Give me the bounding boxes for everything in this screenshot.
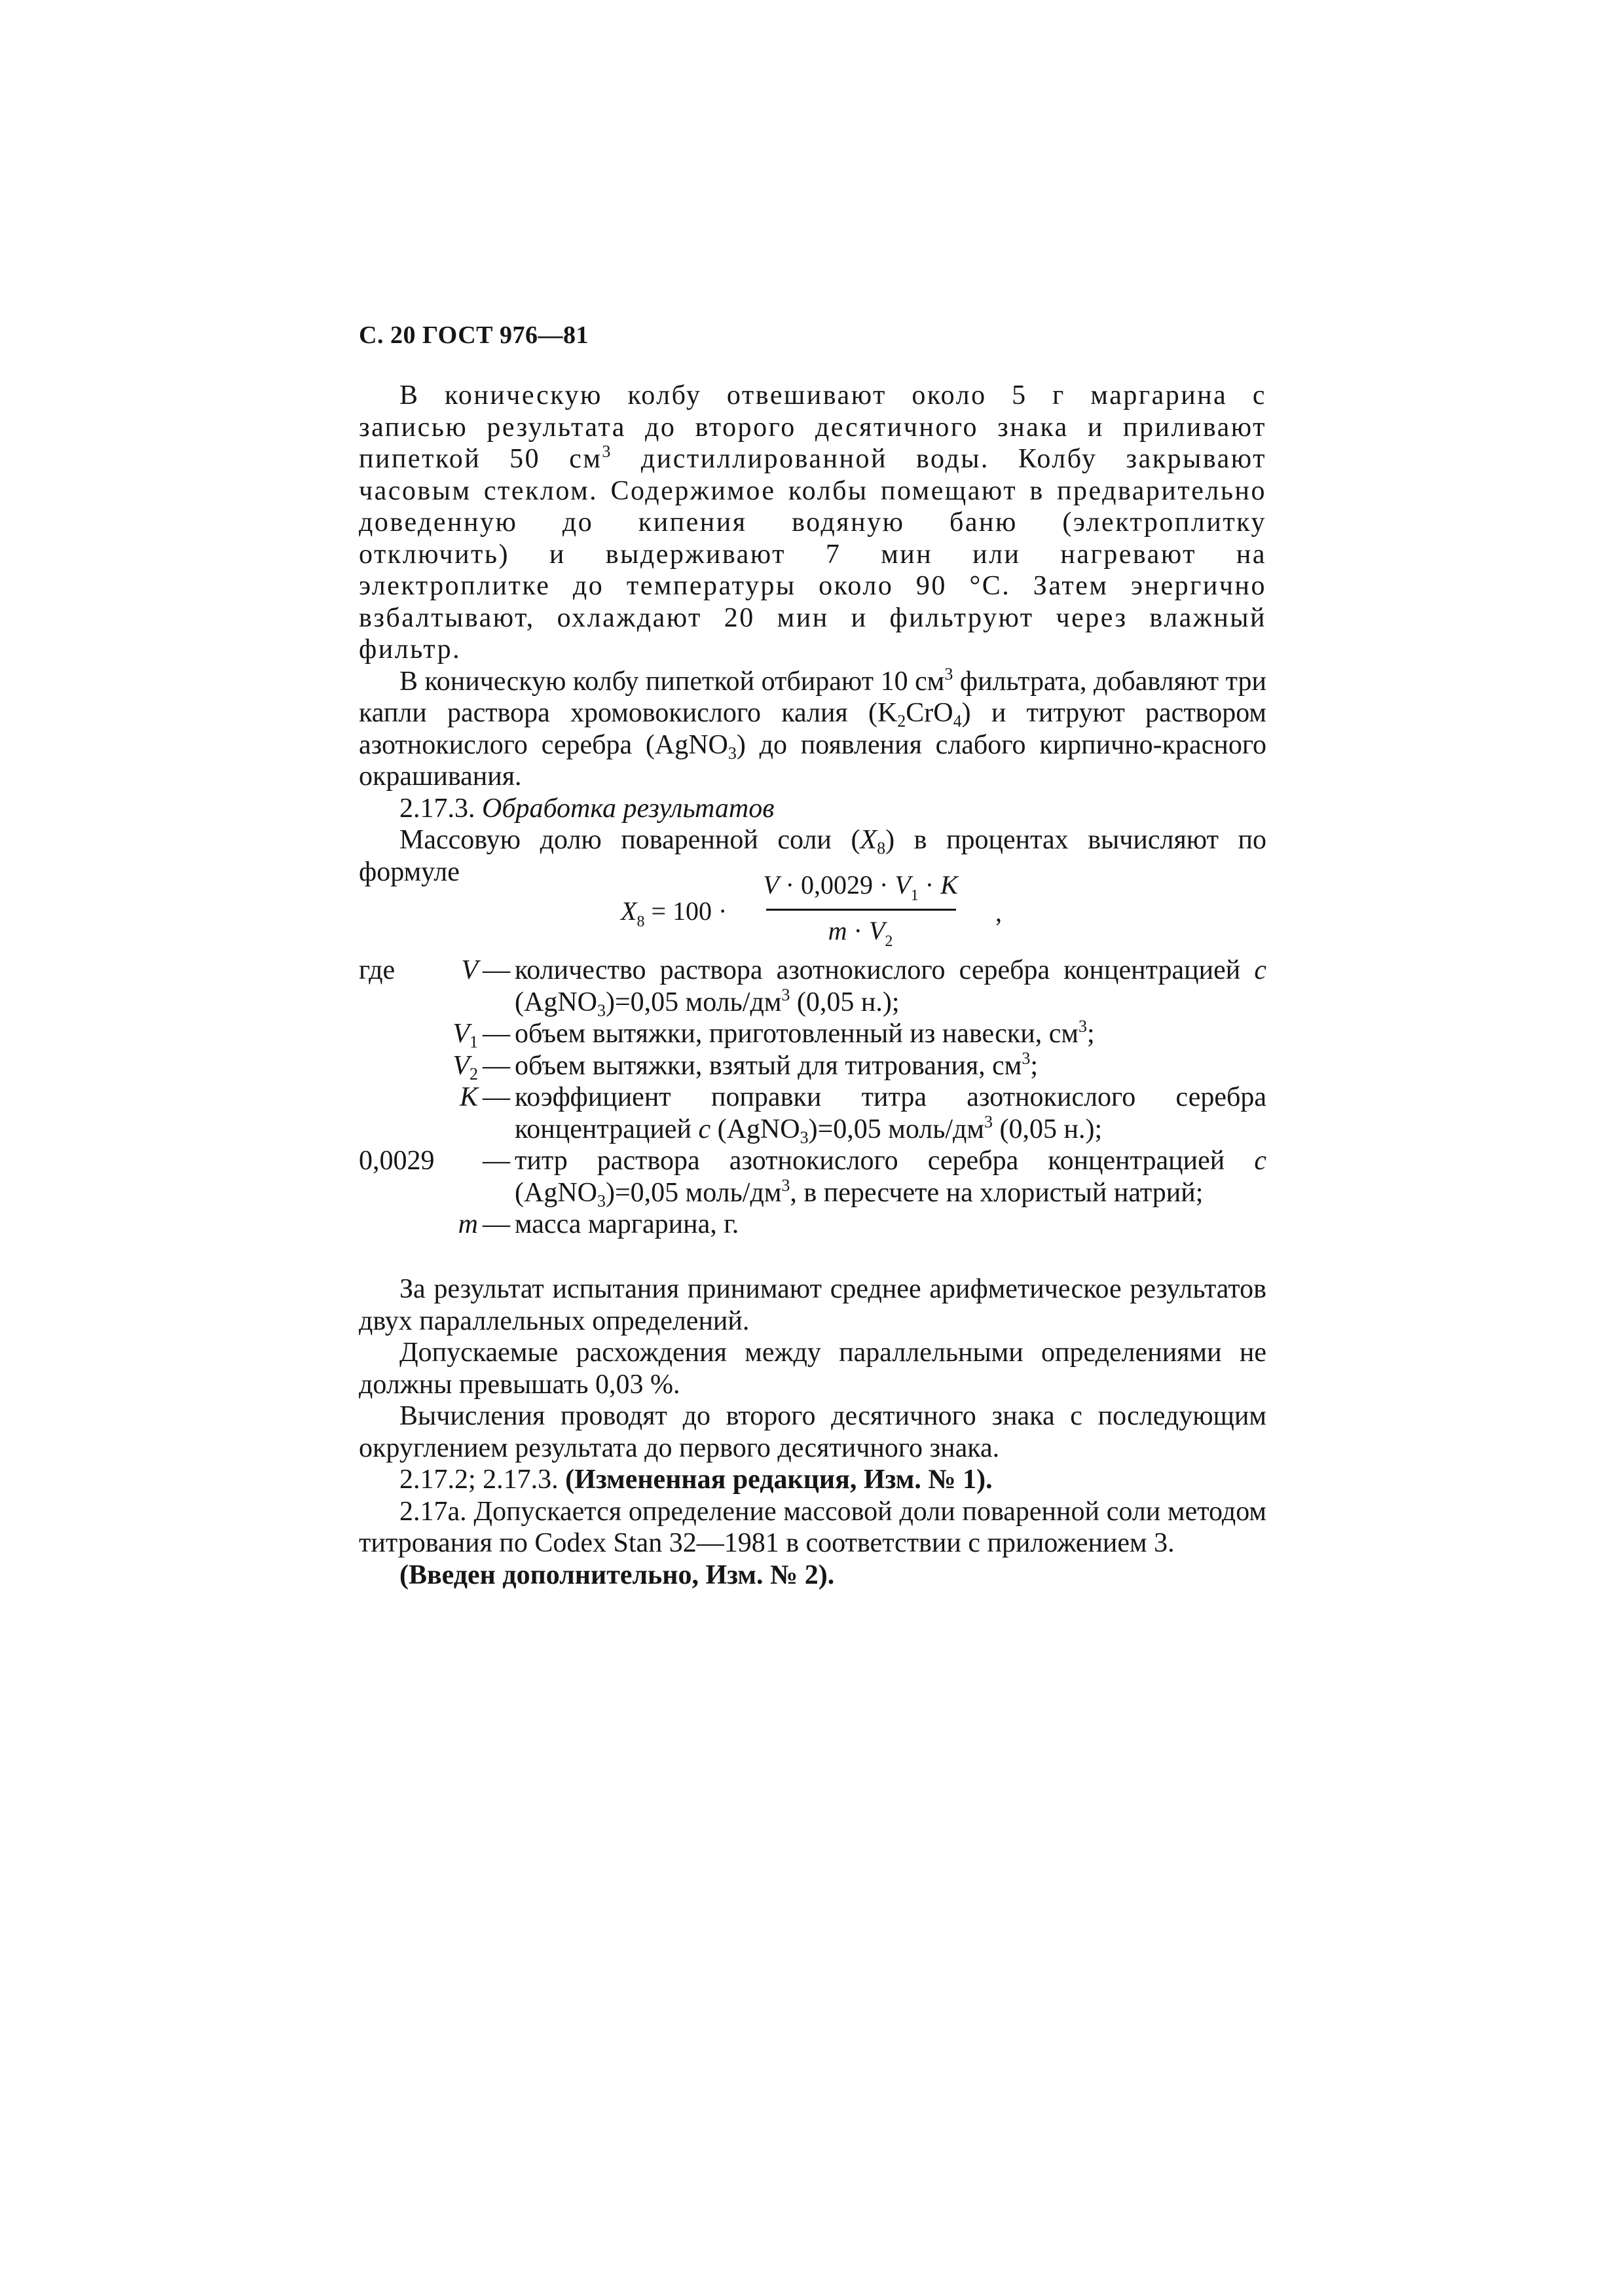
section-heading: 2.17.3. Обработка результатов [399, 793, 775, 824]
formula-comma: , [995, 898, 1002, 927]
legend-row-v1: $V_1$ — объем вытяжки, приготовленный из навески, $см^3$; [452, 1017, 1095, 1051]
formula-lhs: $X_8 = 100$ · [621, 896, 728, 930]
legend-row-titre: 0,0029 — титр раствора азотнокислого серебра концентрацией c (AgNO$_3$)=0,05 моль/$дм^3$, в пересчете на хлористый натрий; [359, 1146, 1266, 1211]
legend-where: где [359, 955, 396, 985]
formula [621, 869, 1027, 955]
paragraph-amendment-2: (Введен дополнительно, Изм. № 2). [399, 1559, 835, 1590]
legend-row-v: где V — количество раствора азотнокислого серебра концентрацией c (AgNO$_3$)=0,05 моль/$дм^3$ (0,05 н.); [359, 955, 1266, 1020]
variable-legend [359, 955, 1266, 1241]
formula-numerator: $V \cdot 0,0029 \cdot V_1 \cdot K$ [763, 870, 958, 904]
legend-row-m: m — масса маргарина, г. [458, 1209, 739, 1239]
legend-row-k: K — коэффициент поправки титра азотнокислого серебра концентрацией c (AgNO$_3$)=0,05 моль/$дм^3$ (0,05 н.); [459, 1082, 1266, 1147]
paragraph-tolerance: Допускаемые расхождения между параллельными определениями не должны превышать 0,03 %. [359, 1338, 1266, 1400]
paragraph-amendment-1: 2.17.2; 2.17.3. (Измененная редакция, Изм. № 1). [399, 1465, 993, 1495]
paragraph-titration: В коническую колбу пипеткой отбирают 10 $см^3$ фильтрата, добавляют три капли раствора хромовокислого калия $(K_2CrO_4)$ и титруют раствором азотнокислого серебра (AgNO$_3$) до появления слабого кирпично-красного окрашивания. [359, 664, 1267, 792]
fraction-bar [766, 909, 956, 911]
legend-row-v2: $V_2$ — объем вытяжки, взятый для титрования, $см^3$; [452, 1048, 1039, 1084]
paragraph-result: За результат испытания принимают среднее арифметическое результатов двух параллельных определений. [359, 1274, 1266, 1336]
paragraph-formula-intro: Массовую долю поваренной соли $(X_8)$ в процентах вычисляют по формуле [359, 825, 1267, 887]
paragraph-weighing: В коническую колбу отвешивают около 5 г маргарина с записью результата до второго десятичного знака и приливают пипеткой 50 $см^3$ дистиллированной воды. Колбу закрывают часовым стеклом. Содержимое колбы помещают в предварительно доведенную до кипения водяную баню (электроплитку отключить) и выдерживают 7 мин или нагревают на электроплитке до температуры около 90 °С. Затем энергично взбалтывают, охлаждают 20 мин и фильтруют через влажный фильтр. [359, 380, 1266, 665]
formula-denominator: $m \cdot V_2$ [828, 916, 893, 950]
paragraph-rounding: Вычисления проводят до второго десятичного знака с последующим округлением результата до первого десятичного знака. [359, 1401, 1266, 1463]
page-header: С. 20 ГОСТ 976—81 [359, 321, 589, 349]
body-text-bottom [359, 1273, 1266, 1591]
paragraph-2-17a: 2.17а. Допускается определение массовой доли поваренной соли методом титрования по Codex Stan 32—1981 в соответствии с приложением 3. [359, 1496, 1266, 1558]
body-text-top [359, 380, 1266, 888]
